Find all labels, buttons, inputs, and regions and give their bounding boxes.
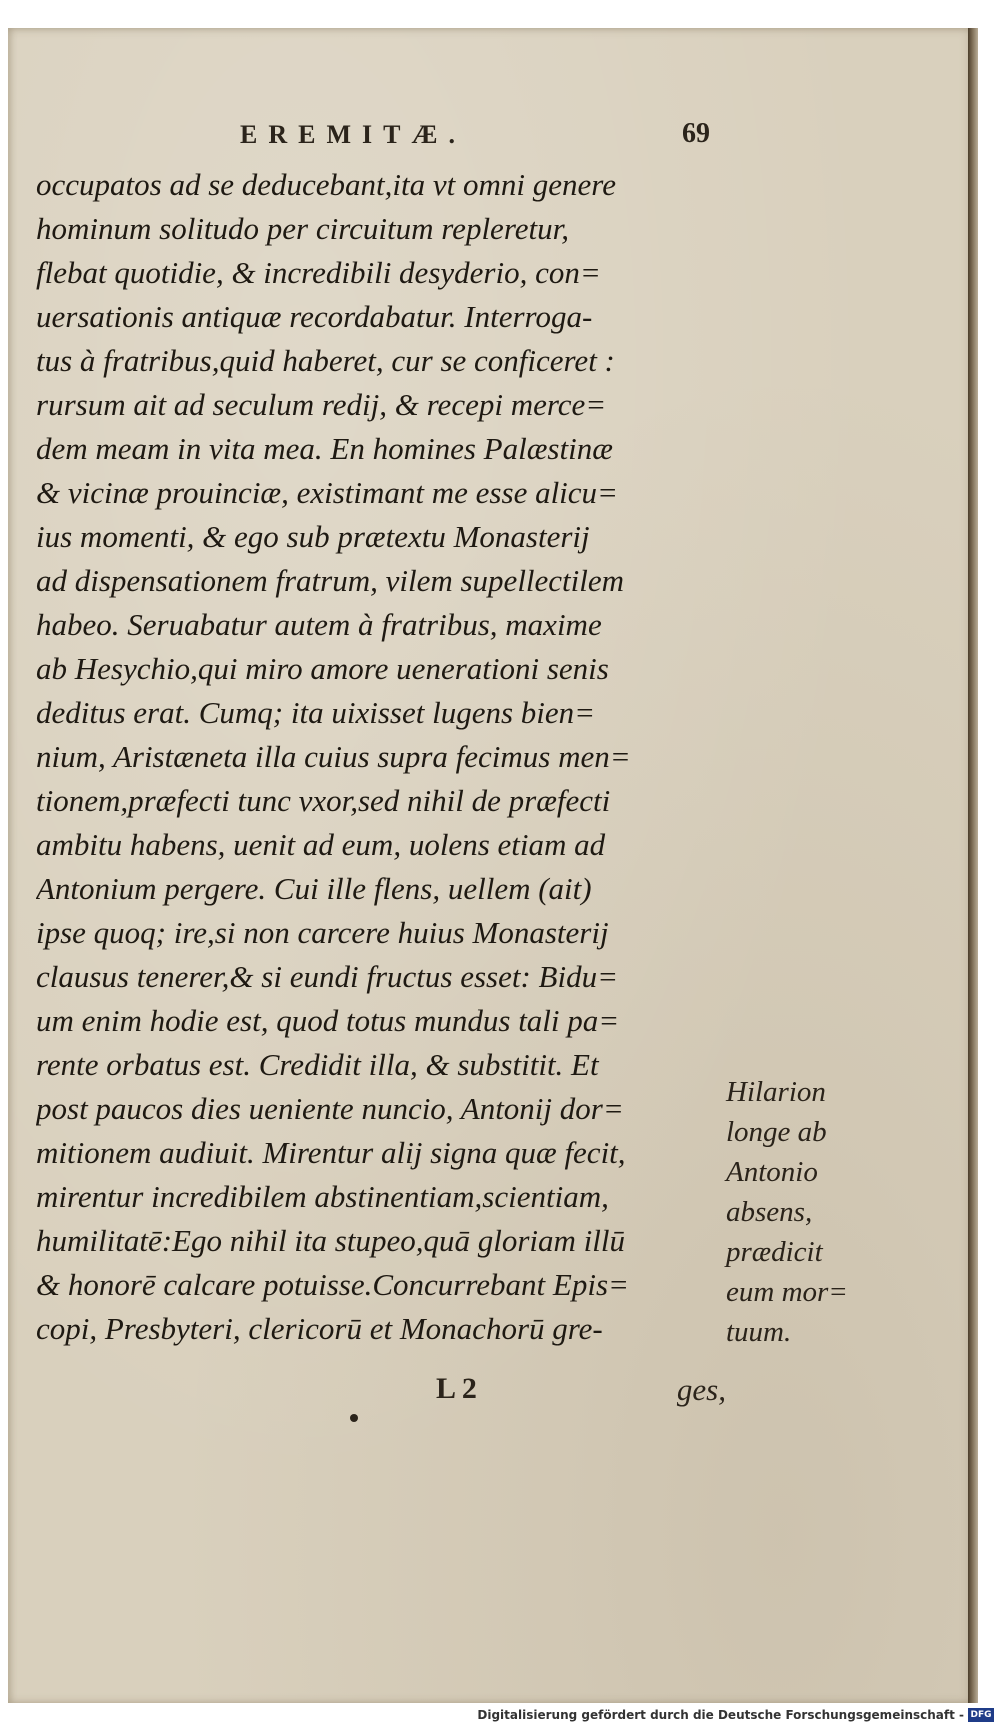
text-line: um enim hodie est, quod totus mundus tali pa= bbox=[36, 1003, 620, 1038]
text-line: clausus tenerer,& si eundi fructus esset: Bidu= bbox=[36, 959, 619, 994]
text-line: ambitu habens, uenit ad eum, uolens etiam ad bbox=[36, 827, 606, 862]
scan-credit-text: Digitalisierung gefördert durch die Deutsche Forschungsgemeinschaft - bbox=[477, 1708, 964, 1722]
signature-mark: L 2 bbox=[436, 1372, 477, 1405]
page-header bbox=[240, 120, 710, 154]
text-line: ius momenti, & ego sub prætextu Monasterij bbox=[36, 519, 590, 554]
text-line: copi, Presbyteri, clericorū et Monachorū gre- bbox=[36, 1311, 603, 1346]
text-line: uersationis antiquæ recordabatur. Interroga- bbox=[36, 299, 593, 334]
note-line: prædicit bbox=[726, 1236, 823, 1268]
text-line: post paucos dies ueniente nuncio, Antonij dor= bbox=[36, 1091, 624, 1126]
text-line: humilitatē:Ego nihil ita stupeo,quā gloriam illū bbox=[36, 1223, 625, 1258]
text-line: flebat quotidie, & incredibili desyderio, con= bbox=[36, 255, 601, 290]
page-number: 69 bbox=[682, 118, 710, 149]
note-line: longe ab bbox=[726, 1116, 827, 1148]
text-line: tionem,præfecti tunc vxor,sed nihil de præfecti bbox=[36, 783, 611, 818]
text-line: tus à fratribus,quid haberet, cur se conficeret : bbox=[36, 343, 615, 378]
text-line: & vicinæ prouinciæ, existimant me esse alicu= bbox=[36, 475, 618, 510]
note-line: tuum. bbox=[726, 1316, 792, 1348]
note-line: Hilarion bbox=[726, 1076, 826, 1108]
text-line: mirentur incredibilem abstinentiam,scientiam, bbox=[36, 1179, 609, 1214]
running-head: EREMITÆ. bbox=[240, 120, 466, 149]
text-line: dem meam in vita mea. En homines Palæstinæ bbox=[36, 431, 613, 466]
text-line: ipse quoq; ire,si non carcere huius Monasterij bbox=[36, 915, 609, 950]
body-text bbox=[36, 163, 716, 1351]
text-line: rente orbatus est. Credidit illa, & substitit. Et bbox=[36, 1047, 599, 1082]
note-line: eum mor= bbox=[726, 1276, 848, 1308]
text-line: Antonium pergere. Cui ille flens, uellem (ait) bbox=[36, 871, 592, 906]
ink-dot bbox=[350, 1414, 358, 1422]
text-line: ab Hesychio,qui miro amore uenerationi senis bbox=[36, 651, 609, 686]
scan-credit-bar bbox=[0, 1703, 1000, 1725]
text-line: habeo. Seruabatur autem à fratribus, maxime bbox=[36, 607, 602, 642]
text-line: rursum ait ad seculum redij, & recepi merce= bbox=[36, 387, 607, 422]
text-line: hominum solitudo per circuitum repleretur, bbox=[36, 211, 569, 246]
dfg-logo: DFG bbox=[968, 1708, 994, 1722]
marginal-note bbox=[726, 1072, 876, 1352]
text-line: nium, Aristæneta illa cuius supra fecimus men= bbox=[36, 739, 631, 774]
page-edge bbox=[968, 28, 978, 1704]
catchword: ges, bbox=[676, 1372, 726, 1407]
text-line: ad dispensationem fratrum, vilem supellectilem bbox=[36, 563, 625, 598]
note-line: absens, bbox=[726, 1196, 813, 1228]
page-footer bbox=[36, 1372, 726, 1412]
text-line: occupatos ad se deducebant,ita vt omni genere bbox=[36, 167, 616, 202]
text-line: & honorē calcare potuisse.Concurrebant Epis= bbox=[36, 1267, 629, 1302]
text-line: mitionem audiuit. Mirentur alij signa quæ fecit, bbox=[36, 1135, 626, 1170]
text-line: deditus erat. Cumq; ita uixisset lugens bien= bbox=[36, 695, 596, 730]
note-line: Antonio bbox=[726, 1156, 818, 1188]
